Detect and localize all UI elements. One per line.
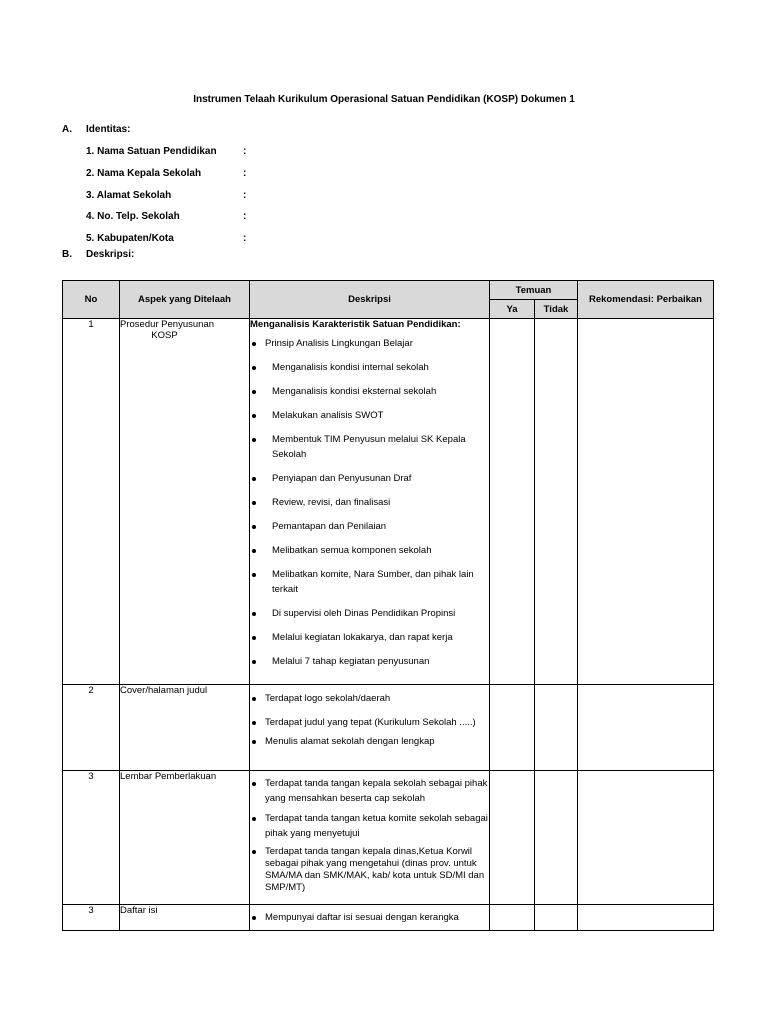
deskripsi-list (250, 691, 489, 749)
list-item: Melakukan analisis SWOT (250, 408, 489, 423)
ident-kabupaten: 5. Kabupaten/Kota (86, 233, 174, 244)
row-aspek: Cover/halaman judul (120, 685, 250, 771)
row-deskripsi (250, 771, 490, 905)
list-item: Menganalisis kondisi internal sekolah (250, 360, 489, 375)
cell-rekomendasi[interactable] (578, 771, 714, 905)
row-no: 2 (63, 685, 120, 771)
header-rekomendasi: Rekomendasi: Perbaikan (578, 281, 714, 319)
cell-ya[interactable] (490, 685, 535, 771)
section-letter: B. (62, 249, 72, 260)
telaah-table (62, 280, 714, 931)
table-row (63, 685, 714, 771)
ident-colon: : (243, 146, 247, 157)
ident-colon: : (243, 168, 247, 179)
list-item: Prinsip Analisis Lingkungan Belajar (250, 336, 489, 351)
cell-tidak[interactable] (535, 685, 578, 771)
list-item: Terdapat tanda tangan kepala sekolah sebagai pihak yang mensahkan beserta cap sekolah (250, 776, 489, 806)
row-deskripsi (250, 685, 490, 771)
list-item: Melibatkan komite, Nara Sumber, dan pihak lain terkait (250, 567, 489, 597)
row-deskripsi (250, 319, 490, 685)
list-item: Review, revisi, dan finalisasi (250, 495, 489, 510)
cell-rekomendasi[interactable] (578, 319, 714, 685)
list-item: Mempunyai daftar isi sesuai dengan kerangka (250, 910, 489, 925)
list-item: Melalui kegiatan lokakarya, dan rapat kerja (250, 630, 489, 645)
aspek-line: Prosedur Penyusunan (120, 319, 215, 330)
section-identitas (62, 124, 130, 135)
aspek-line: KOSP (151, 330, 178, 341)
section-deskripsi (62, 249, 134, 260)
list-item: Melalui 7 tahap kegiatan penyusunan (250, 654, 489, 669)
table-row (63, 319, 714, 685)
deskripsi-list (250, 776, 489, 894)
cell-ya[interactable] (490, 319, 535, 685)
row-no: 3 (63, 771, 120, 905)
cell-rekomendasi[interactable] (578, 685, 714, 771)
table-row (63, 905, 714, 931)
row-aspek (120, 319, 250, 685)
list-item: Pemantapan dan Penilaian (250, 519, 489, 534)
list-item: Melibatkan semua komponen sekolah (250, 543, 489, 558)
header-ya: Ya (490, 300, 535, 319)
table-row (63, 771, 714, 905)
header-deskripsi: Deskripsi (250, 281, 490, 319)
deskripsi-heading: Menganalisis Karakteristik Satuan Pendidikan: (250, 319, 461, 330)
ident-colon: : (243, 190, 247, 201)
section-label: Identitas: (86, 124, 131, 135)
ident-telp: 4. No. Telp. Sekolah (86, 211, 180, 222)
deskripsi-list (250, 336, 489, 669)
list-item: Terdapat judul yang tepat (Kurikulum Sekolah .....) (250, 715, 489, 730)
cell-tidak[interactable] (535, 319, 578, 685)
cell-ya[interactable] (490, 771, 535, 905)
list-item: Terdapat logo sekolah/daerah (250, 691, 489, 706)
ident-colon: : (243, 233, 247, 244)
row-aspek: Daftar isi (120, 905, 250, 931)
list-item: Penyiapan dan Penyusunan Draf (250, 471, 489, 486)
row-no: 3 (63, 905, 120, 931)
header-no: No (63, 281, 120, 319)
ident-colon: : (243, 211, 247, 222)
row-no: 1 (63, 319, 120, 685)
row-deskripsi (250, 905, 490, 931)
cell-ya[interactable] (490, 905, 535, 931)
ident-alamat: 3. Alamat Sekolah (86, 190, 172, 201)
deskripsi-list (250, 910, 489, 925)
row-aspek: Lembar Pemberlakuan (120, 771, 250, 905)
cell-tidak[interactable] (535, 771, 578, 905)
cell-rekomendasi[interactable] (578, 905, 714, 931)
list-item: Di supervisi oleh Dinas Pendidikan Propinsi (250, 606, 489, 621)
list-item: Menganalisis kondisi eksternal sekolah (250, 384, 489, 399)
list-item: Menulis alamat sekolah dengan lengkap (250, 734, 489, 749)
list-item: Terdapat tanda tangan ketua komite sekolah sebagai pihak yang menyetujui (250, 811, 489, 841)
header-aspek: Aspek yang Ditelaah (120, 281, 250, 319)
document-title: Instrumen Telaah Kurikulum Operasional Satuan Pendidikan (KOSP) Dokumen 1 (193, 94, 575, 105)
section-label: Deskripsi: (86, 249, 135, 260)
header-tidak: Tidak (535, 300, 578, 319)
ident-nama-satuan: 1. Nama Satuan Pendidikan (86, 146, 217, 157)
cell-tidak[interactable] (535, 905, 578, 931)
ident-nama-kepala: 2. Nama Kepala Sekolah (86, 168, 202, 179)
header-temuan: Temuan (490, 281, 578, 300)
section-letter: A. (62, 124, 72, 135)
list-item: Membentuk TIM Penyusun melalui SK Kepala Sekolah (250, 432, 489, 462)
list-item: Terdapat tanda tangan kepala dinas,Ketua Korwil sebagai pihak yang mengetahui (dinas prov. untuk SMA/MA dan SMK/MAK, kab/ kota untuk SD/MI dan SMP/MT) (250, 846, 489, 894)
